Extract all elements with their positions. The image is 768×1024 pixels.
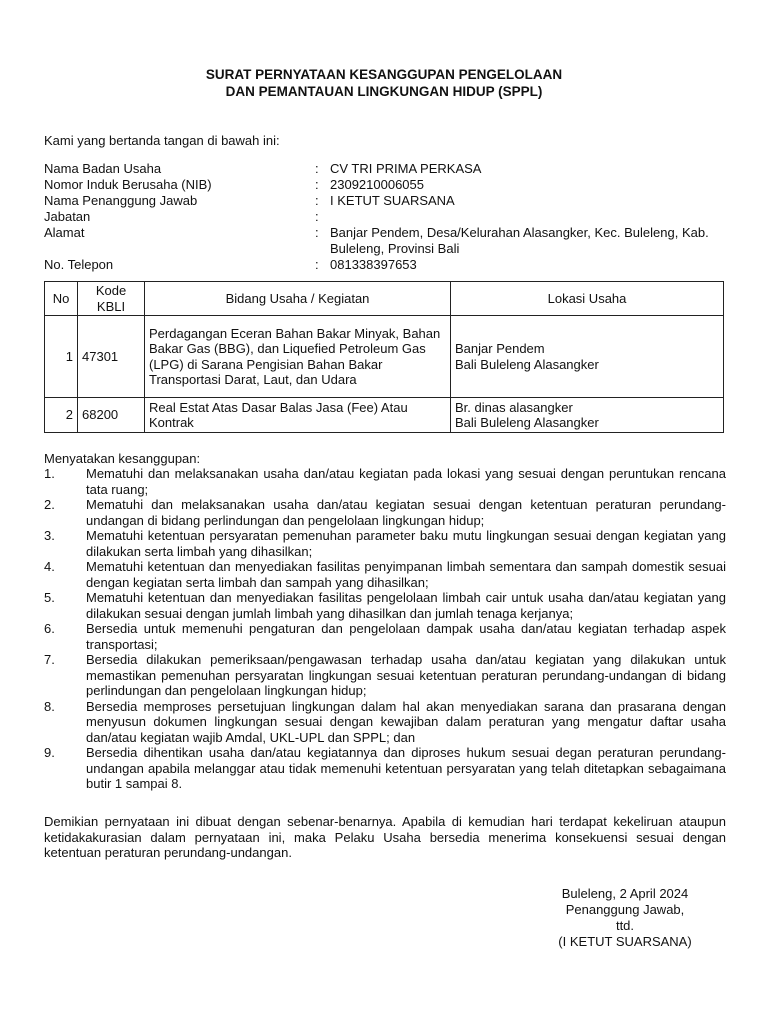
lokasi-line-2: Bali Buleleng Alasangker (455, 415, 599, 430)
item-text: Mematuhi ketentuan dan menyediakan fasilitas penyimpanan limbah sementara dan sampah domestik sesuai dengan kegiatan serta limbah dan sampah yang dihasilkan; (86, 559, 726, 590)
info-colon: : (315, 193, 319, 208)
header-no: No (45, 282, 78, 316)
info-value: CV TRI PRIMA PERKASA (330, 161, 482, 176)
info-label: Jabatan (44, 209, 91, 224)
list-item (44, 528, 726, 559)
item-number: 5. (44, 590, 55, 605)
cell-no: 2 (45, 398, 78, 433)
commitment-list (44, 466, 726, 792)
item-text: Bersedia dihentikan usaha dan/atau kegiatannya dan diproses hukum sesuai degan peraturan perundang-undangan apabila melanggar atau tidak memenuhi ketentuan persyaratan yang telah ditetapkan sebagaimana butir 1 sampai 8. (86, 745, 726, 791)
item-text: Mematuhi ketentuan dan menyediakan fasilitas pengelolaan limbah cair untuk usaha dan/atau kegiatan yang dilakukan sesuai dengan jumlah limbah yang dihasilkan dan jumlah tenaga kerjanya; (86, 590, 726, 621)
list-item (44, 699, 726, 746)
info-label: Nama Penanggung Jawab (44, 193, 198, 208)
signature-name: (I KETUT SUARSANA) (558, 934, 692, 949)
list-item (44, 559, 726, 590)
closing-paragraph: Demikian pernyataan ini dibuat dengan sebenar-benarnya. Apabila di kemudian hari terdapat kekeliruan ataupun ketidakakurasian dalam pernyataan ini, maka Pelaku Usaha bersedia menerima konsekuensi sesuai dengan ketentuan peraturan perundang-undangan. (44, 814, 726, 860)
intro-text: Kami yang bertanda tangan di bawah ini: (44, 133, 280, 148)
info-row-nama-badan-usaha (44, 161, 734, 177)
document-title-line-1: SURAT PERNYATAAN KESANGGUPAN PENGELOLAAN (205, 67, 563, 82)
signature-place-date: Buleleng, 2 April 2024 (561, 886, 689, 901)
cell-bidang: Real Estat Atas Dasar Balas Jasa (Fee) Atau Kontrak (145, 398, 451, 433)
item-text: Mematuhi dan melaksanakan usaha dan/atau kegiatan pada lokasi yang sesuai dengan peruntukan rencana tata ruang; (86, 466, 726, 497)
list-item (44, 745, 726, 792)
menyatakan-heading: Menyatakan kesanggupan: (44, 451, 201, 466)
info-label: Nomor Induk Berusaha (NIB) (44, 177, 212, 192)
cell-bidang: Perdagangan Eceran Bahan Bakar Minyak, Bahan Bakar Gas (BBG), dan Liquefied Petroleum Gas (LPG) di Sarana Pengisian Bahan Bakar Transportasi Darat, Laut, dan Udara (145, 316, 451, 398)
table-row (45, 398, 724, 433)
item-number: 1. (44, 466, 55, 481)
lokasi-line-2: Bali Buleleng Alasangker (455, 356, 599, 372)
list-item (44, 590, 726, 621)
table-row (45, 316, 724, 398)
document-title-line-2: DAN PEMANTAUAN LINGKUNGAN HIDUP (SPPL) (225, 84, 543, 99)
list-item (44, 497, 726, 528)
lokasi-line-1: Banjar Pendem (455, 341, 545, 356)
item-number: 2. (44, 497, 55, 512)
info-colon: : (315, 177, 319, 192)
cell-no: 1 (45, 316, 78, 398)
item-number: 3. (44, 528, 55, 543)
item-text: Bersedia memproses persetujuan lingkungan dalam hal akan menyediakan sarana dan prasarana dengan menyusun dokumen lingkungan sesuai dengan kewajiban dalam peraturan yang mengatur daftar usaha dan/atau kegiatan wajib Amdal, UKL-UPL dan SPPL; dan (86, 698, 726, 745)
info-value: 2309210006055 (330, 177, 424, 192)
header-kode-kbli: Kode KBLI (78, 282, 145, 316)
identity-info (44, 161, 734, 273)
lokasi-line-1: Br. dinas alasangker (455, 399, 573, 415)
info-value: Banjar Pendem, Desa/Kelurahan Alasangker, Kec. Buleleng, Kab. Buleleng, Provinsi Bali (330, 225, 709, 256)
signature-role: Penanggung Jawab, (565, 902, 685, 917)
info-label: No. Telepon (44, 257, 114, 272)
list-item (44, 652, 726, 699)
info-colon: : (315, 257, 319, 272)
info-row-alamat (44, 225, 734, 257)
info-row-nib (44, 177, 734, 193)
list-item (44, 466, 726, 497)
table-header-row (45, 282, 724, 316)
item-text: Mematuhi ketentuan persyaratan pemenuhan parameter baku mutu lingkungan sesuai dengan kegiatan yang dilakukan serta limbah yang dihasilkan; (86, 528, 726, 559)
header-lokasi-usaha: Lokasi Usaha (451, 282, 724, 316)
info-label: Nama Badan Usaha (44, 161, 162, 176)
cell-lokasi (451, 316, 724, 398)
item-number: 4. (44, 559, 55, 574)
item-number: 7. (44, 652, 55, 667)
item-number: 6. (44, 621, 55, 636)
item-text: Bersedia dilakukan pemeriksaan/pengawasan terhadap usaha dan/atau kegiatan yang dilakukan untuk memastikan pemenuhan persyaratan lingkungan sesuai ketentuan peraturan perundang-undangan di bidang perlindungan dan pengelolaan lingkungan hidup; (86, 652, 726, 698)
info-row-jabatan (44, 209, 734, 225)
list-item (44, 621, 726, 652)
info-colon: : (315, 209, 319, 224)
header-bidang-usaha: Bidang Usaha / Kegiatan (145, 282, 451, 316)
item-text: Mematuhi dan melaksanakan usaha dan/atau kegiatan sesuai dengan ketentuan peraturan perundang-undangan di bidang perlindungan dan pengelolaan lingkungan hidup; (86, 497, 726, 528)
cell-kode: 47301 (78, 316, 145, 398)
info-label: Alamat (44, 225, 85, 240)
item-text: Bersedia untuk memenuhi pengaturan dan pengelolaan dampak usaha dan/atau kegiatan terhadap aspek transportasi; (86, 621, 726, 652)
signature-block (540, 886, 710, 950)
info-value: 081338397653 (330, 257, 417, 272)
cell-kode: 68200 (78, 398, 145, 433)
info-row-penanggung-jawab (44, 193, 734, 209)
item-number: 9. (44, 745, 55, 760)
info-colon: : (315, 225, 319, 240)
business-table (44, 281, 724, 433)
cell-lokasi (451, 398, 724, 433)
info-value: I KETUT SUARSANA (330, 193, 455, 208)
info-row-telepon (44, 257, 734, 273)
item-number: 8. (44, 698, 55, 714)
info-colon: : (315, 161, 319, 176)
signature-ttd: ttd. (615, 918, 635, 933)
